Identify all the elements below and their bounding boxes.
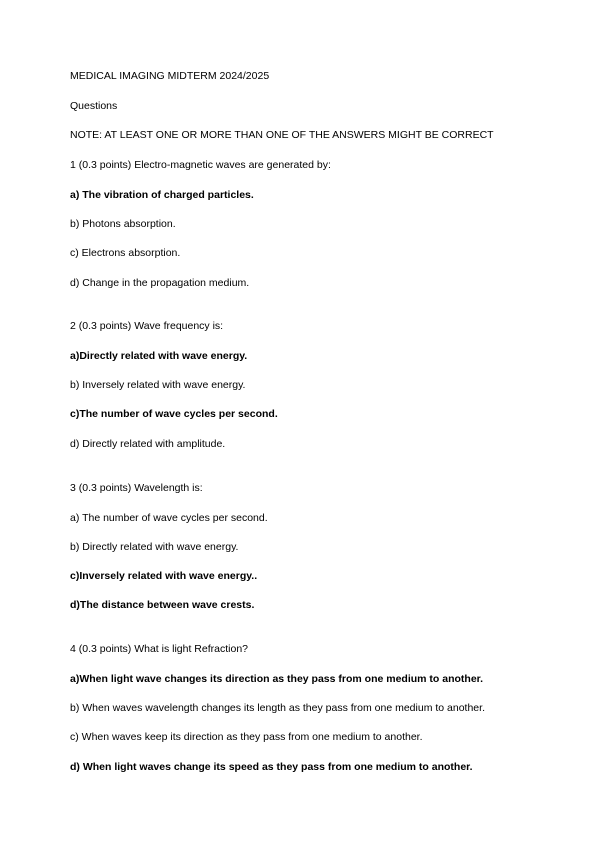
question-3-option-a: a) The number of wave cycles per second. <box>70 512 268 524</box>
question-2-option-d: d) Directly related with amplitude. <box>70 438 226 450</box>
question-2-option-c: c)The number of wave cycles per second. <box>70 408 278 420</box>
question-1-option-d: d) Change in the propagation medium. <box>70 277 250 289</box>
question-3-option-c: c)Inversely related with wave energy.. <box>70 570 258 582</box>
note-text: NOTE: AT LEAST ONE OR MORE THAN ONE OF THE ANSWERS MIGHT BE CORRECT <box>70 129 494 141</box>
question-2-option-a: a)Directly related with wave energy. <box>70 350 248 362</box>
question-4-option-d: d) When light waves change its speed as they pass from one medium to another. <box>70 761 473 773</box>
question-4-option-c: c) When waves keep its direction as they pass from one medium to another. <box>70 731 423 743</box>
question-3-option-b: b) Directly related with wave energy. <box>70 541 239 553</box>
question-4-option-b: b) When waves wavelength changes its length as they pass from one medium to another. <box>70 702 485 714</box>
question-3-text: 3 (0.3 points) Wavelength is: <box>70 482 203 494</box>
question-1-option-c: c) Electrons absorption. <box>70 247 181 259</box>
question-4-option-a: a)When light wave changes its direction as they pass from one medium to another. <box>70 673 484 685</box>
question-1-option-a: a) The vibration of charged particles. <box>70 189 254 201</box>
question-1-option-b: b) Photons absorption. <box>70 218 176 230</box>
document-title: MEDICAL IMAGING MIDTERM 2024/2025 <box>70 70 270 82</box>
question-1-text: 1 (0.3 points) Electro-magnetic waves are generated by: <box>70 159 331 171</box>
question-3-option-d: d)The distance between wave crests. <box>70 599 255 611</box>
question-2-option-b: b) Inversely related with wave energy. <box>70 379 246 391</box>
question-2-text: 2 (0.3 points) Wave frequency is: <box>70 320 224 332</box>
question-4-text: 4 (0.3 points) What is light Refraction? <box>70 643 248 655</box>
section-heading: Questions <box>70 100 118 112</box>
